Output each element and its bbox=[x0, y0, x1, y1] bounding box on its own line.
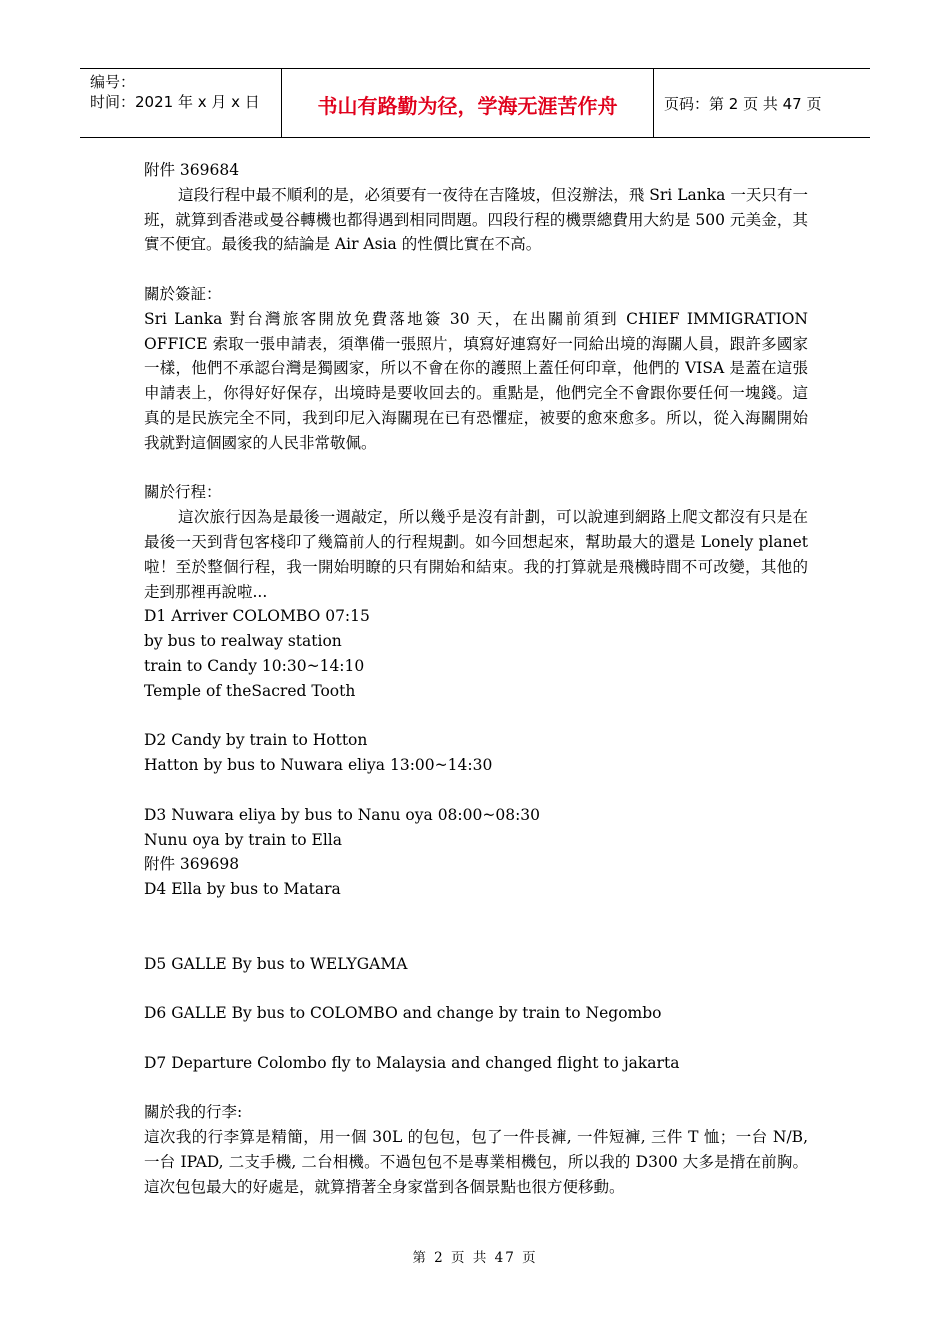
day5-line: D5 GALLE By bus to WELYGAMA bbox=[144, 954, 408, 973]
luggage-paragraph: 這次我的行李算是精簡，用一個 30L 的包包，包了一件長褲, 一件短褲, 三件 T 恤；一台 N/B, 一台 IPAD, 二支手機, 二台相機。不過包包不是專業相機包，所以我的 D300 大多是揹在前胸。這次包包最大的好處是，就算揹著全身家當到各個景點也很方便移動。 bbox=[144, 1128, 808, 1196]
page-header bbox=[80, 68, 870, 138]
day3-line: D3 Nuwara eliya by bus to Nanu oya 08:00~08:30 bbox=[144, 805, 541, 824]
luggage-heading: 關於我的行李: bbox=[144, 1103, 243, 1122]
day1-line: Temple of theSacred Tooth bbox=[144, 681, 356, 700]
day2-line: D2 Candy by train to Hotton bbox=[144, 731, 368, 750]
day6-line: D6 GALLE By bus to COLOMBO and change by train to Negombo bbox=[144, 1004, 662, 1023]
header-page-label: 页码：第 2 页 共 47 页 bbox=[664, 94, 822, 113]
day2-line: Hatton by bus to Nuwara eliya 13:00~14:30 bbox=[144, 756, 493, 775]
day3-line: Nunu oya by train to Ella bbox=[144, 830, 343, 849]
visa-paragraph: Sri Lanka 對台灣旅客開放免費落地簽 30 天，在出關前須到 CHIEF IMMIGRATION OFFICE 索取一張申請表，須準備一張照片，填寫好連寫好一同給出境的海關人員，跟許多國家一樣，他們不承認台灣是獨國家，所以不會在你的護照上蓋任何印章，他們的 VISA 是蓋在這張申請表上，你得好好保存，出境時是要收回去的。重點是，他們完全不會跟你要任何一塊錢。這真的是民族完全不同，我到印尼入海關現在已有恐懼症，被要的愈來愈多。所以，從入海關開始我就對這個國家的人民非常敬佩。 bbox=[144, 309, 808, 452]
document-body bbox=[144, 158, 808, 1199]
itinerary-paragraph: 這次旅行因為是最後一週敲定，所以幾乎是沒有計劃，可以說連到網路上爬文都沒有只是在最後一天到背包客棧印了幾篇前人的行程規劃。如今回想起來，幫助最大的還是 Lonely planet 啦！至於整個行程，我一開始明瞭的只有開始和結束。我的打算就是飛機時間不可改變，其他的走到那裡再說啦... bbox=[144, 508, 808, 601]
header-meta bbox=[80, 69, 282, 137]
flight-paragraph: 這段行程中最不順利的是，必須要有一夜待在吉隆坡，但沒辦法，飛 Sri Lanka 一天只有一班，就算到香港或曼谷轉機也都得遇到相同問題。四段行程的機票總費用大約是 500 元美金，其實不便宜。最後我的結論是 Air Asia 的性價比實在不高。 bbox=[144, 185, 808, 254]
visa-heading: 關於簽証： bbox=[144, 284, 222, 303]
day1-line: by bus to realway station bbox=[144, 632, 342, 651]
day4-line: D4 Ella by bus to Matara bbox=[144, 880, 341, 899]
day7-line: D7 Departure Colombo fly to Malaysia and changed flight to jakarta bbox=[144, 1053, 680, 1072]
time-label: 时间：2021 年 x 月 x 日 bbox=[90, 93, 260, 111]
attachment-label: 附件 369698 bbox=[144, 855, 240, 874]
header-motto: 书山有路勤为径，学海无涯苦作舟 bbox=[282, 69, 654, 137]
day1-line: D1 Arriver COLOMBO 07:15 bbox=[144, 607, 370, 626]
day1-line: train to Candy 10:30~14:10 bbox=[144, 656, 365, 675]
number-label: 编号： bbox=[90, 73, 136, 91]
page-footer: 第 2 页 共 47 页 bbox=[412, 1250, 538, 1266]
attachment-label: 附件 369684 bbox=[144, 161, 240, 179]
itinerary-heading: 關於行程： bbox=[144, 483, 222, 502]
